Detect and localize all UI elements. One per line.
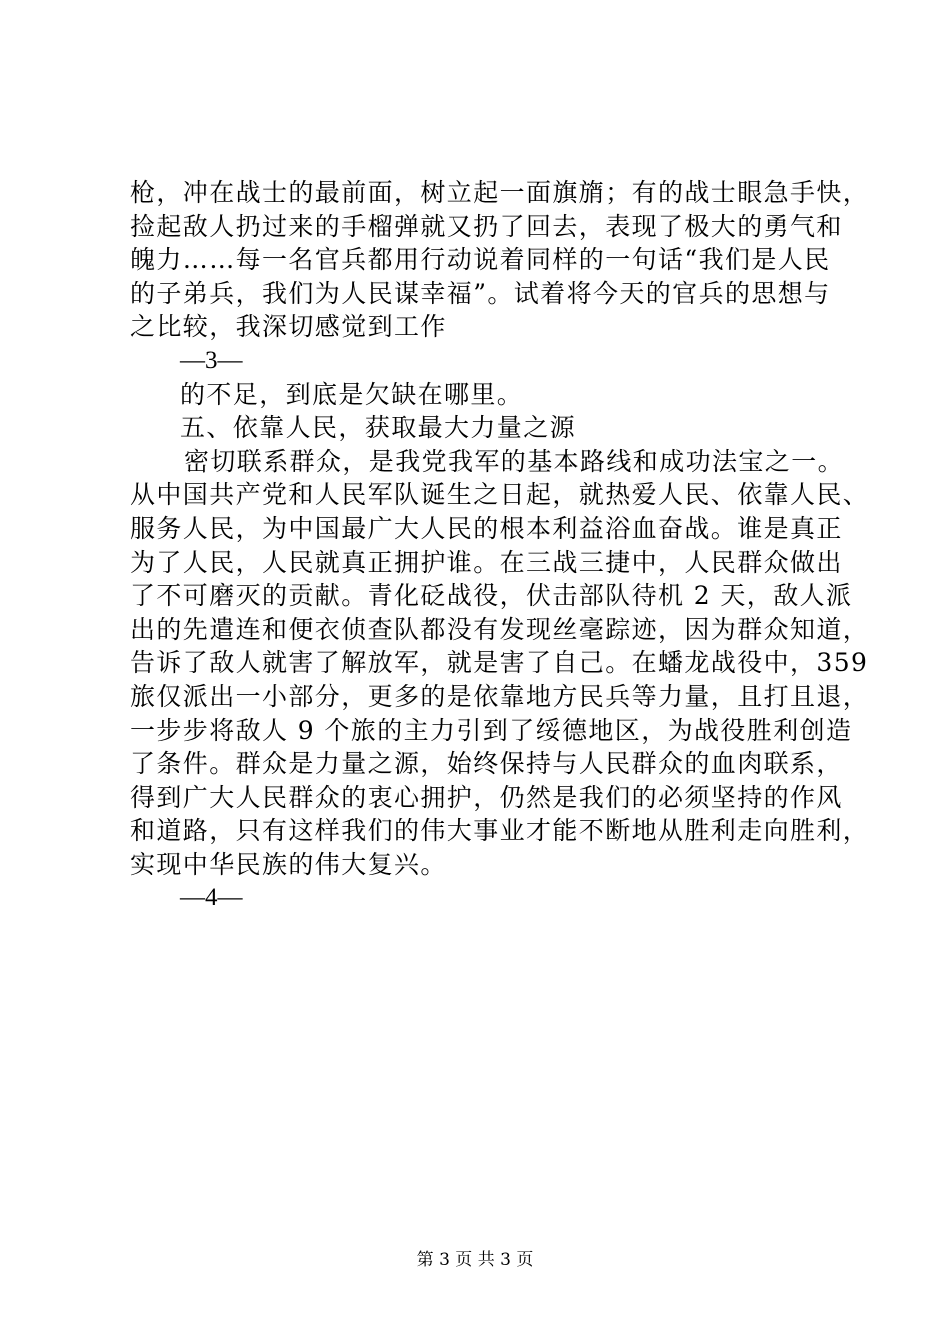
body-line: 了条件。群众是力量之源，始终保持与人民群众的血肉联系， [130,749,843,779]
section-heading: 五、依靠人民，获取最大力量之源 [180,413,577,443]
page-marker: —4— [180,884,243,912]
body-line: 枪，冲在战士的最前面，树立起一面旗旓；有的战士眼急手快， [130,178,870,207]
body-line: 出的先遣连和便衣侦查队都没有发现丝毫踪迹，因为群众知道， [130,614,870,644]
body-line: 为了人民，人民就真正拥护谁。在三战三捷中，人民群众做出 [130,547,843,577]
body-line: 一步步将敌人 9 个旅的主力引到了绥德地区，为战役胜利创造 [130,715,853,745]
body-line: 了不可磨灭的贡献。青化砭战役，伏击部队待机 2 天，敌人派 [130,581,853,611]
body-line: 从中国共产党和人民军队诞生之日起，就热爱人民、依靠人民、 [130,480,870,510]
body-line: 实现中华民族的伟大复兴。 [130,849,447,879]
body-line: 和道路，只有这样我们的伟大事业才能不断地从胜利走向胜利， [130,816,870,846]
body-line: 服务人民，为中国最广大人民的根本利益浴血奋战。谁是真正 [130,513,843,543]
body-line: 的子弟兵，我们为人民谋幸福”。试着将今天的官兵的思想与 [130,278,831,308]
body-line: 旅仅派出一小部分，更多的是依靠地方民兵等力量，且打且退， [130,681,870,711]
page-footer: 第 3 页 共 3 页 [416,1250,534,1270]
body-line: 告诉了敌人就害了解放军，就是害了自己。在蟠龙战役中，359 [130,648,869,678]
body-line: 的不足，到底是欠缺在哪里。 [180,379,524,409]
document-body [130,176,870,915]
body-line: 魄力……每一名官兵都用行动说着同样的一句话“我们是人民 [130,245,831,275]
body-line: 捡起敌人扔过来的手榴弹就又扔了回去，表现了极大的勇气和 [130,211,843,241]
page-marker: —3— [180,346,243,374]
paragraph-first-line: 密切联系群众，是我党我军的基本路线和成功法宝之一。 [184,446,845,476]
body-line: 得到广大人民群众的衷心拥护，仍然是我们的必须坚持的作风 [130,782,843,812]
body-line: 之比较，我深切感觉到工作 [130,312,447,342]
